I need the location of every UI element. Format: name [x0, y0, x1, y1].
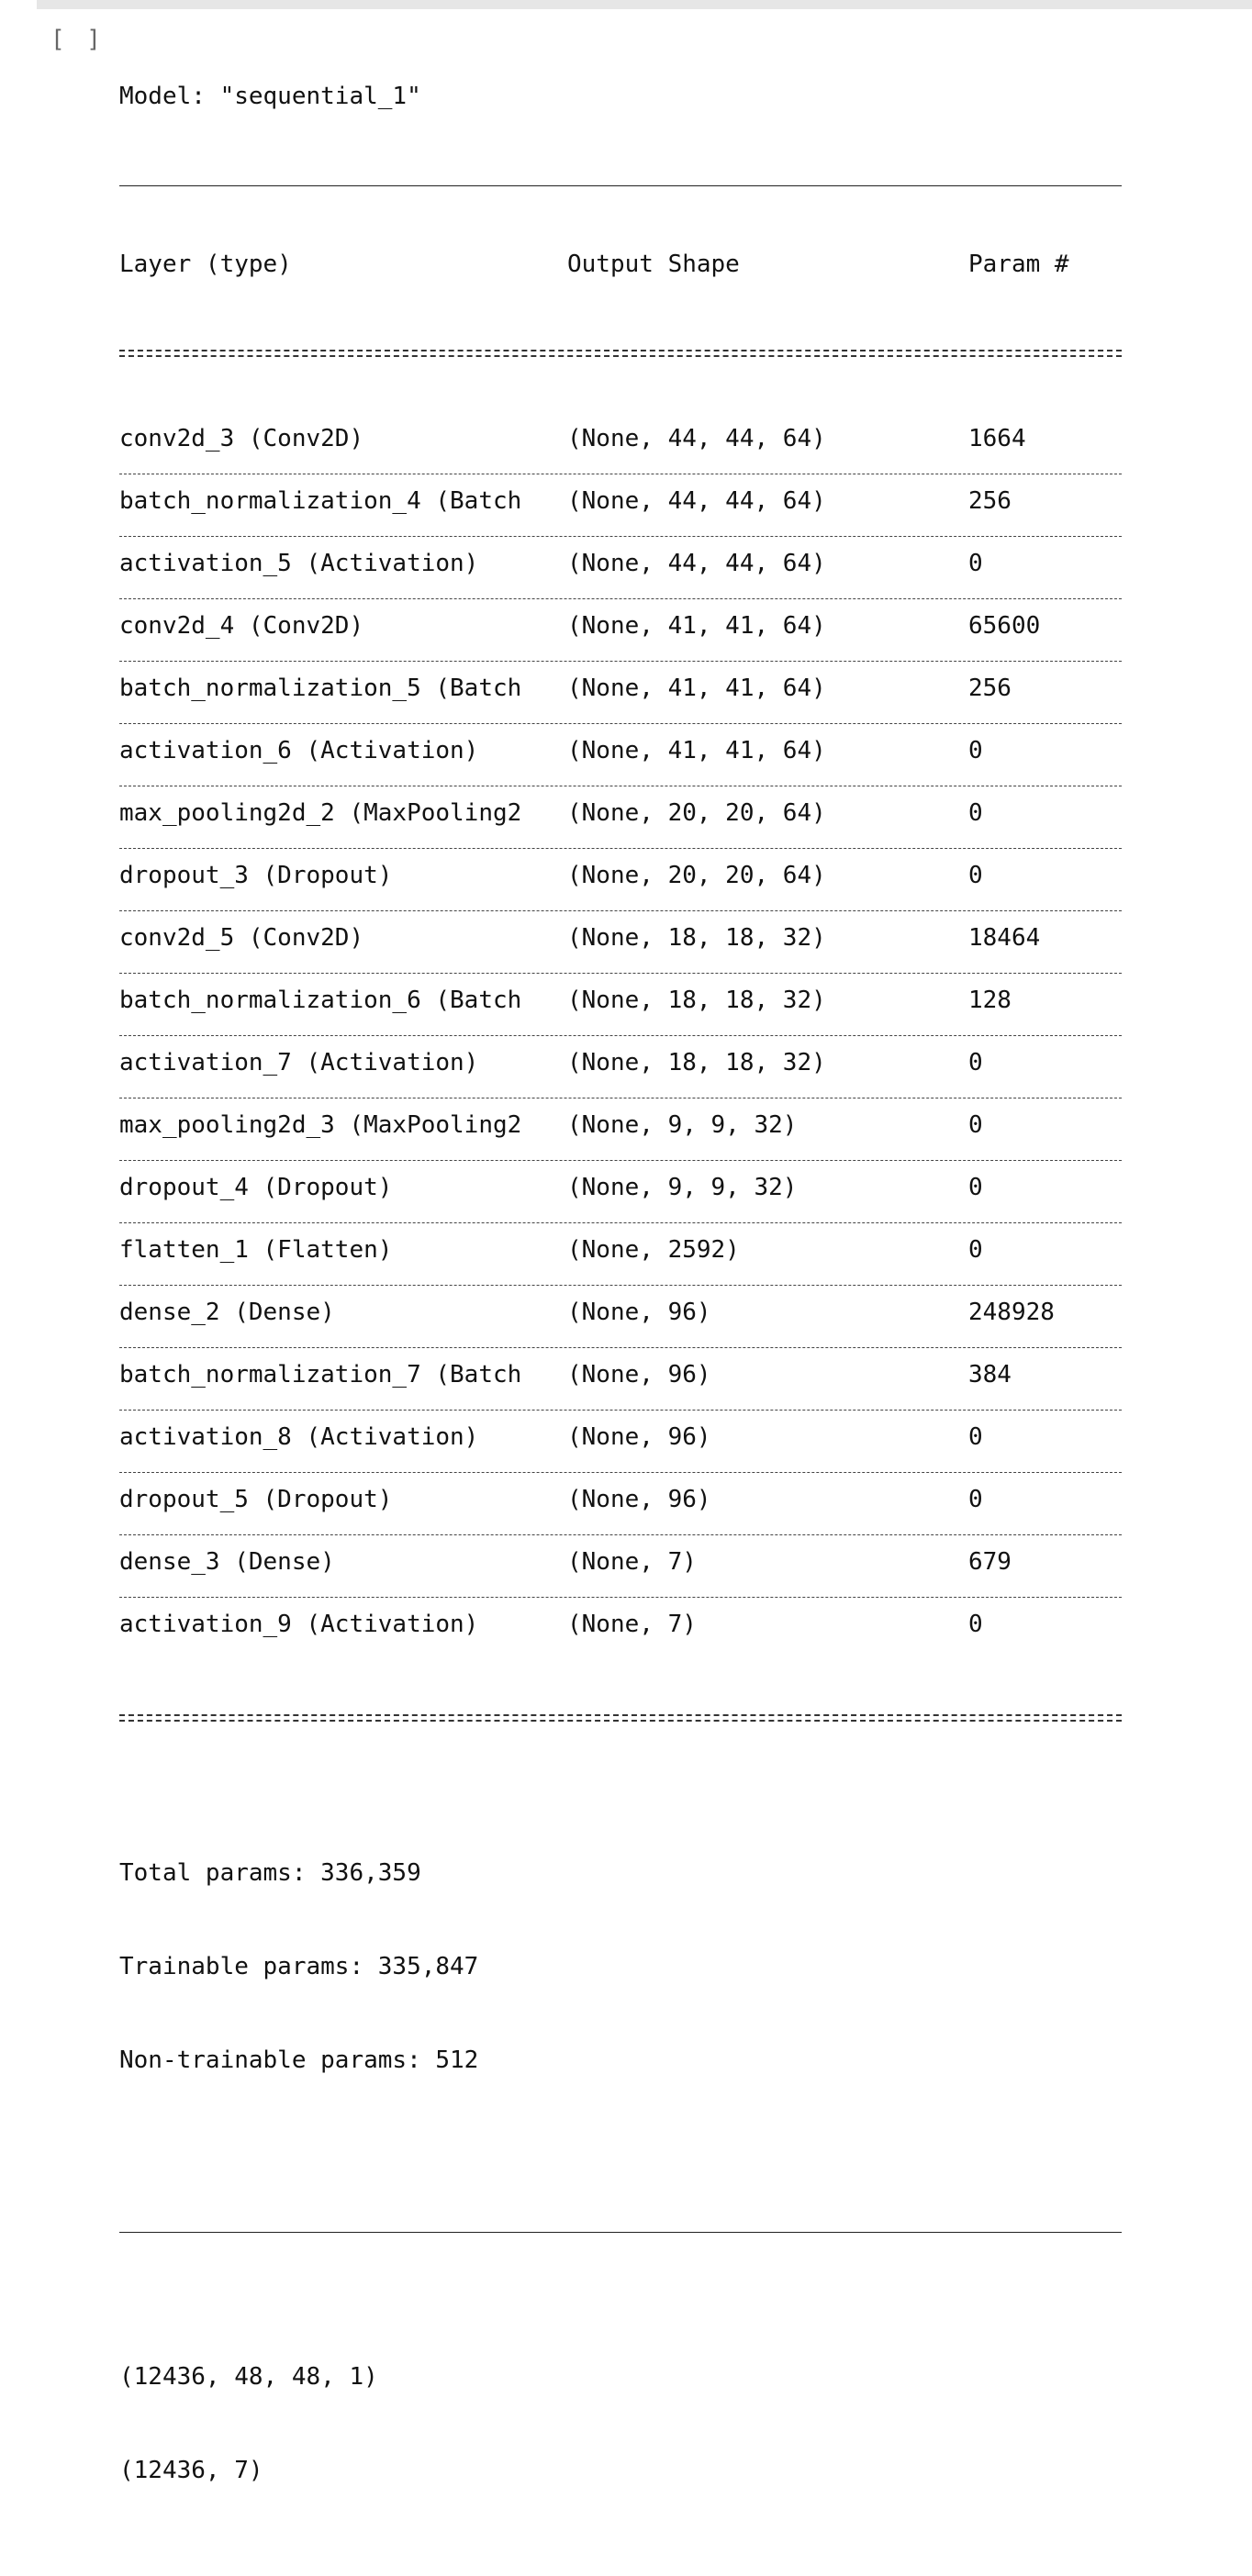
- total-params: Total params: 336,359: [119, 1859, 421, 1887]
- cell-top-border: [37, 0, 1252, 9]
- table-row: [119, 1348, 1122, 1410]
- param-count: 1664: [968, 425, 1026, 452]
- output-shape: (None, 7): [567, 1548, 697, 1576]
- header-top-rule: [119, 185, 1122, 186]
- table-row: [119, 1535, 1122, 1597]
- header-double-rule: [119, 350, 1122, 357]
- layer-table-body: [119, 412, 1122, 1659]
- layer-name: max_pooling2d_2 (MaxPooling2: [119, 799, 522, 827]
- output-shape: (None, 41, 41, 64): [567, 675, 826, 702]
- table-row: [119, 662, 1122, 723]
- output-shape: (None, 18, 18, 32): [567, 924, 826, 952]
- table-row: [119, 724, 1122, 786]
- output-shape: (None, 7): [567, 1611, 697, 1638]
- model-title: Model: "sequential_1": [119, 83, 421, 110]
- table-row: [119, 412, 1122, 474]
- layer-name: activation_9 (Activation): [119, 1611, 479, 1638]
- output-shape: (None, 20, 20, 64): [567, 799, 826, 827]
- output-shape: (None, 9, 9, 32): [567, 1174, 798, 1201]
- footer-double-rule: [119, 1714, 1122, 1722]
- output-shape: (None, 44, 44, 64): [567, 425, 826, 452]
- table-row: [119, 599, 1122, 661]
- table-row: [119, 911, 1122, 973]
- table-row: [119, 474, 1122, 536]
- table-header: [119, 241, 1122, 285]
- output-shape: (None, 2592): [567, 1236, 740, 1264]
- param-count: 0: [968, 1236, 983, 1264]
- trainable-params: Trainable params: 335,847: [119, 1953, 479, 1980]
- param-count: 0: [968, 1486, 983, 1513]
- layer-name: activation_6 (Activation): [119, 737, 479, 764]
- param-count: 0: [968, 737, 983, 764]
- layer-name: dropout_5 (Dropout): [119, 1486, 393, 1513]
- param-count: 0: [968, 799, 983, 827]
- param-count: 256: [968, 487, 1012, 515]
- table-row: [119, 1161, 1122, 1222]
- param-count: 0: [968, 1423, 983, 1451]
- table-row: [119, 537, 1122, 598]
- layer-name: batch_normalization_7 (Batch: [119, 1361, 522, 1388]
- table-row: [119, 1598, 1122, 1659]
- output-shape: (None, 18, 18, 32): [567, 987, 826, 1014]
- param-count: 0: [968, 862, 983, 889]
- layer-name: batch_normalization_6 (Batch: [119, 987, 522, 1014]
- layer-name: activation_5 (Activation): [119, 550, 479, 577]
- output-shape: (None, 9, 9, 32): [567, 1111, 798, 1139]
- layer-name: dropout_4 (Dropout): [119, 1174, 393, 1201]
- param-count: 0: [968, 1049, 983, 1076]
- param-count: 65600: [968, 612, 1041, 640]
- param-count: 128: [968, 987, 1012, 1014]
- param-count: 0: [968, 1174, 983, 1201]
- table-row: [119, 1223, 1122, 1285]
- output-shape: (None, 18, 18, 32): [567, 1049, 826, 1076]
- param-count: 384: [968, 1361, 1012, 1388]
- layer-name: batch_normalization_4 (Batch: [119, 487, 522, 515]
- output-shape: (None, 96): [567, 1486, 711, 1513]
- param-count: 18464: [968, 924, 1041, 952]
- table-row: [119, 1098, 1122, 1160]
- layer-name: max_pooling2d_3 (MaxPooling2: [119, 1111, 522, 1139]
- table-row: [119, 1411, 1122, 1472]
- table-row: [119, 974, 1122, 1035]
- layer-name: activation_7 (Activation): [119, 1049, 479, 1076]
- table-row: [119, 1286, 1122, 1347]
- layer-name: batch_normalization_5 (Batch: [119, 675, 522, 702]
- param-count: 0: [968, 550, 983, 577]
- params-summary: [119, 1795, 1122, 2138]
- param-count: 0: [968, 1611, 983, 1638]
- y-shape: (12436, 7): [119, 2457, 263, 2484]
- output-shape: (None, 96): [567, 1299, 711, 1326]
- output-shape: (None, 44, 44, 64): [567, 487, 826, 515]
- layer-name: conv2d_5 (Conv2D): [119, 924, 364, 952]
- layer-name: activation_8 (Activation): [119, 1423, 479, 1451]
- param-count: 0: [968, 1111, 983, 1139]
- layer-name: dropout_3 (Dropout): [119, 862, 393, 889]
- layer-name: flatten_1 (Flatten): [119, 1236, 393, 1264]
- param-count: 679: [968, 1548, 1012, 1576]
- output-shape: (None, 44, 44, 64): [567, 550, 826, 577]
- data-shapes-output: [119, 2299, 1122, 2548]
- output-shape: (None, 41, 41, 64): [567, 612, 826, 640]
- header-param-count: Param #: [968, 251, 1069, 278]
- non-trainable-params: Non-trainable params: 512: [119, 2046, 479, 2074]
- table-row: [119, 786, 1122, 848]
- header-output-shape: Output Shape: [567, 251, 740, 278]
- param-count: 248928: [968, 1299, 1055, 1326]
- x-shape: (12436, 48, 48, 1): [119, 2363, 378, 2391]
- output-shape: (None, 41, 41, 64): [567, 737, 826, 764]
- table-row: [119, 849, 1122, 910]
- output-shape: (None, 96): [567, 1361, 711, 1388]
- layer-name: conv2d_4 (Conv2D): [119, 612, 364, 640]
- summary-bottom-rule: [119, 2232, 1122, 2233]
- table-row: [119, 1036, 1122, 1098]
- layer-name: conv2d_3 (Conv2D): [119, 425, 364, 452]
- output-shape: (None, 20, 20, 64): [567, 862, 826, 889]
- param-count: 256: [968, 675, 1012, 702]
- layer-name: dense_3 (Dense): [119, 1548, 335, 1576]
- cell-output: [119, 26, 1122, 2576]
- header-layer: Layer (type): [119, 251, 292, 278]
- layer-name: dense_2 (Dense): [119, 1299, 335, 1326]
- table-row: [119, 1473, 1122, 1534]
- output-shape: (None, 96): [567, 1423, 711, 1451]
- cell-run-button[interactable]: [ ]: [50, 26, 105, 53]
